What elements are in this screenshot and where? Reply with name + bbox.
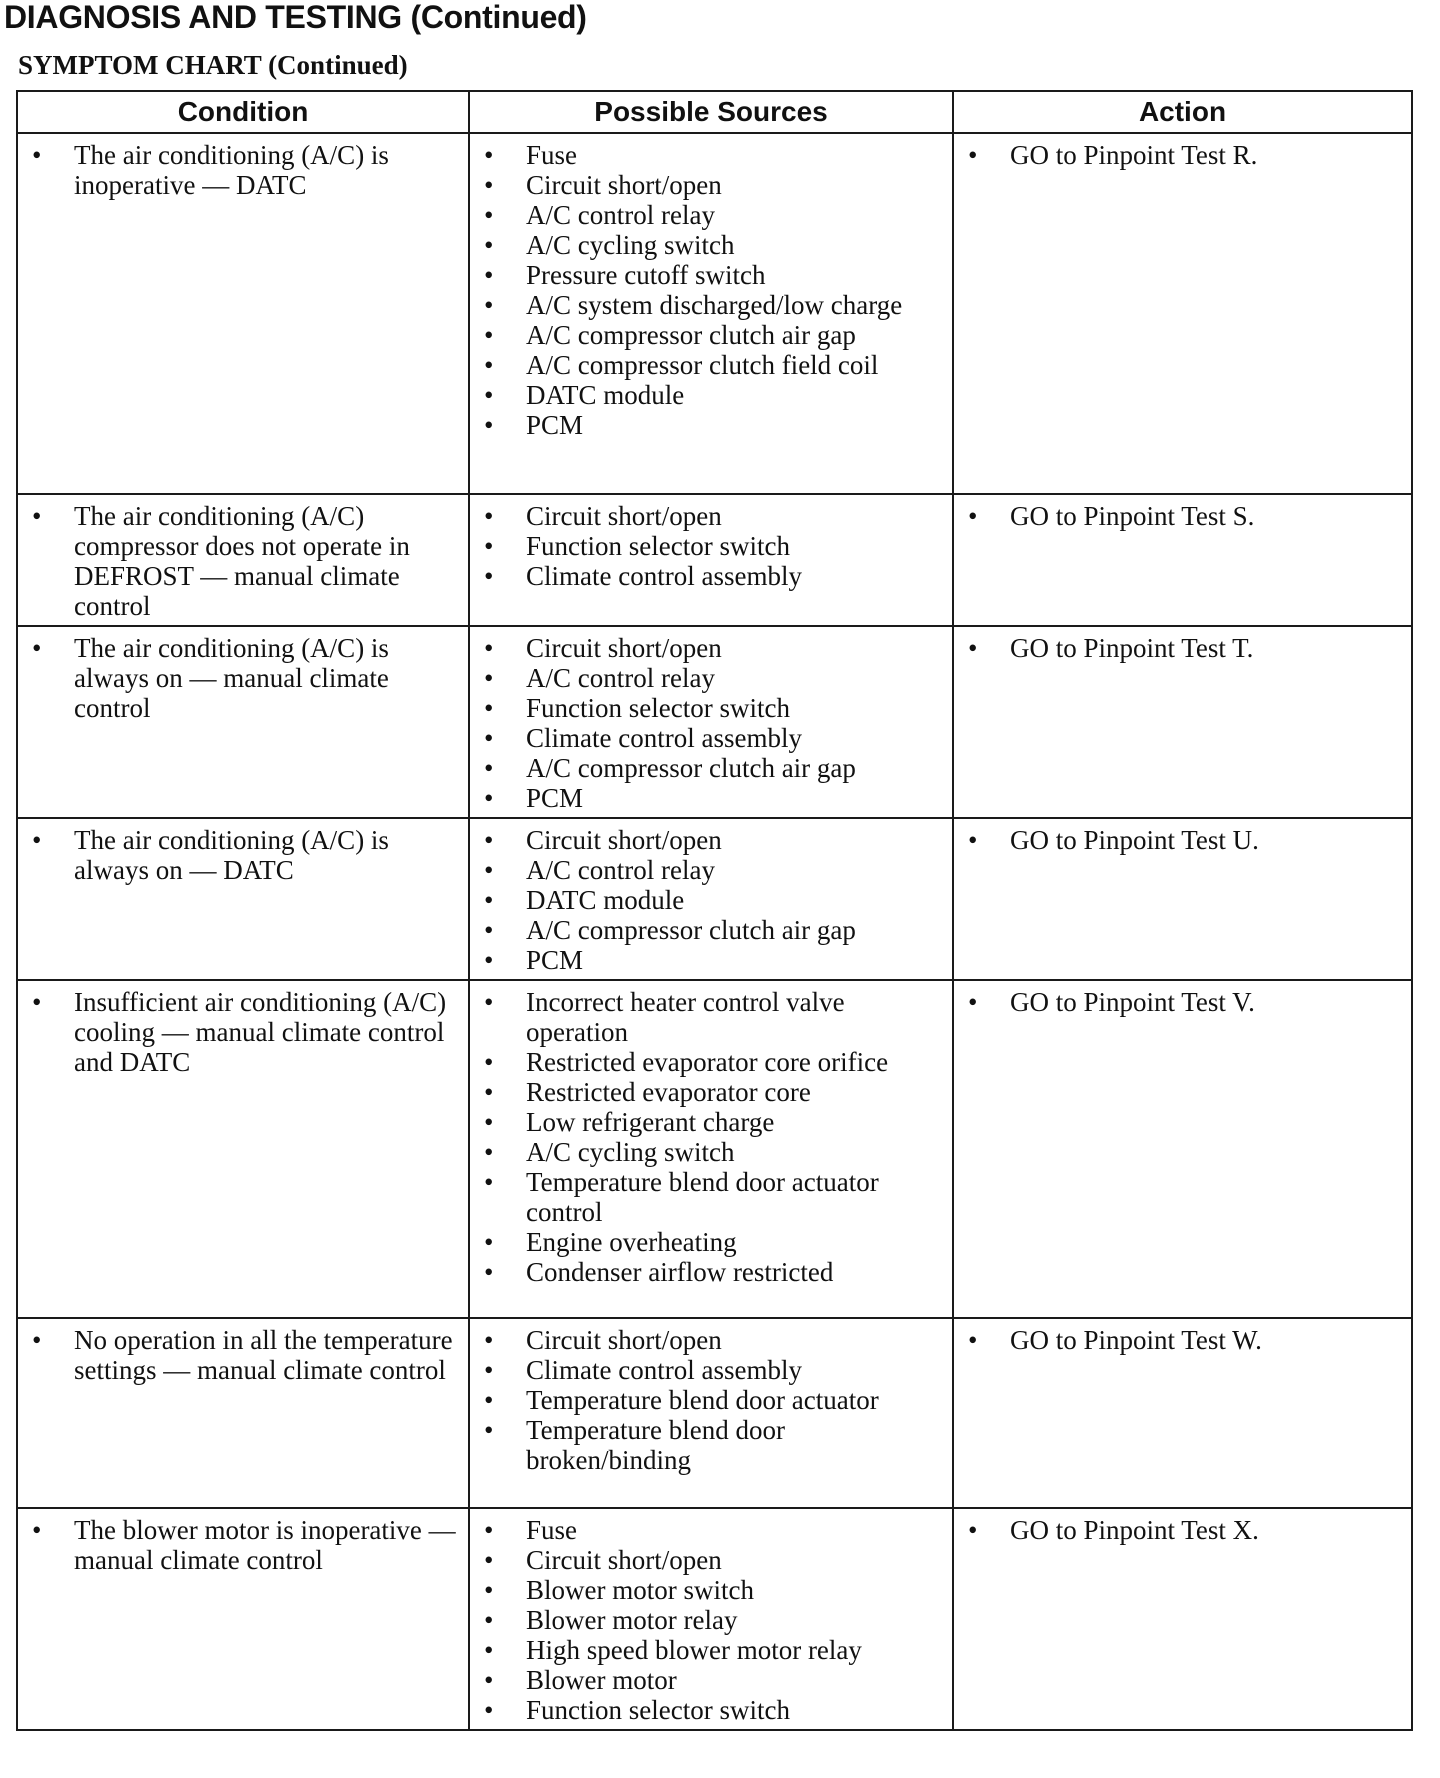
sources-cell xyxy=(469,980,953,1318)
sources-cell xyxy=(469,1318,953,1508)
condition-text: • The blower motor is inoperative — manual climate control xyxy=(28,1515,460,1575)
action-text: • GO to Pinpoint Test T. xyxy=(964,633,1403,663)
action-cell xyxy=(953,626,1412,818)
condition-cell xyxy=(17,980,469,1318)
action-text: • GO to Pinpoint Test R. xyxy=(964,140,1403,170)
source-item: • A/C control relay xyxy=(480,200,944,230)
source-item: • Function selector switch xyxy=(480,693,944,723)
source-item: • A/C system discharged/low charge xyxy=(480,290,944,320)
source-item: • Circuit short/open xyxy=(480,633,944,663)
source-item: • Fuse xyxy=(480,140,944,170)
source-item: • Climate control assembly xyxy=(480,723,944,753)
condition-text: • No operation in all the temperature settings — manual climate control xyxy=(28,1325,460,1385)
source-item: • Function selector switch xyxy=(480,1695,944,1725)
source-item: • DATC module xyxy=(480,380,944,410)
source-item: • Circuit short/open xyxy=(480,170,944,200)
action-text: • GO to Pinpoint Test X. xyxy=(964,1515,1403,1545)
condition-text: • The air conditioning (A/C) is always on — DATC xyxy=(28,825,460,885)
source-item: • A/C control relay xyxy=(480,855,944,885)
symptom-chart-table xyxy=(16,90,1413,1731)
source-item: • Pressure cutoff switch xyxy=(480,260,944,290)
condition-cell xyxy=(17,494,469,626)
action-cell xyxy=(953,133,1412,494)
condition-text: • The air conditioning (A/C) compressor does not operate in DEFROST — manual climate control xyxy=(28,501,460,621)
source-item: • Circuit short/open xyxy=(480,501,944,531)
source-item: • Blower motor xyxy=(480,1665,944,1695)
source-item: • Temperature blend door broken/binding xyxy=(480,1415,944,1475)
action-cell xyxy=(953,1318,1412,1508)
table-row xyxy=(17,980,1412,1318)
action-cell xyxy=(953,980,1412,1318)
source-item: • A/C compressor clutch air gap xyxy=(480,753,944,783)
table-header-row xyxy=(17,91,1412,133)
source-item: • A/C cycling switch xyxy=(480,1137,944,1167)
sources-cell xyxy=(469,494,953,626)
sources-cell xyxy=(469,133,953,494)
source-item: • A/C compressor clutch field coil xyxy=(480,350,944,380)
action-cell xyxy=(953,494,1412,626)
source-item: • Blower motor relay xyxy=(480,1605,944,1635)
source-item: • Low refrigerant charge xyxy=(480,1107,944,1137)
action-text: • GO to Pinpoint Test V. xyxy=(964,987,1403,1017)
source-item: • PCM xyxy=(480,783,944,813)
source-item: • Engine overheating xyxy=(480,1227,944,1257)
sources-cell xyxy=(469,818,953,980)
condition-cell xyxy=(17,1318,469,1508)
source-item: • Blower motor switch xyxy=(480,1575,944,1605)
condition-cell xyxy=(17,818,469,980)
source-item: • Circuit short/open xyxy=(480,1545,944,1575)
sources-cell xyxy=(469,626,953,818)
source-item: • Incorrect heater control valve operation xyxy=(480,987,944,1047)
condition-cell xyxy=(17,133,469,494)
table-row xyxy=(17,1508,1412,1730)
table-row xyxy=(17,626,1412,818)
column-header-possible-sources: Possible Sources xyxy=(469,91,953,133)
action-text: • GO to Pinpoint Test W. xyxy=(964,1325,1403,1355)
table-row xyxy=(17,494,1412,626)
source-item: • A/C compressor clutch air gap xyxy=(480,320,944,350)
source-item: • Temperature blend door actuator xyxy=(480,1385,944,1415)
source-item: • Fuse xyxy=(480,1515,944,1545)
source-item: • Condenser airflow restricted xyxy=(480,1257,944,1287)
condition-text: • The air conditioning (A/C) is always on — manual climate control xyxy=(28,633,460,723)
table-row xyxy=(17,1318,1412,1508)
source-item: • Restricted evaporator core xyxy=(480,1077,944,1107)
source-item: • Temperature blend door actuator control xyxy=(480,1167,944,1227)
action-cell xyxy=(953,818,1412,980)
symptom-chart-heading: SYMPTOM CHART (Continued) xyxy=(18,50,408,80)
sources-cell xyxy=(469,1508,953,1730)
condition-text: • The air conditioning (A/C) is inoperative — DATC xyxy=(28,140,460,200)
source-item: • Climate control assembly xyxy=(480,561,944,591)
condition-text: • Insufficient air conditioning (A/C) cooling — manual climate control and DATC xyxy=(28,987,460,1077)
condition-cell xyxy=(17,1508,469,1730)
source-item: • A/C compressor clutch air gap xyxy=(480,915,944,945)
condition-cell xyxy=(17,626,469,818)
source-item: • A/C control relay xyxy=(480,663,944,693)
table-row xyxy=(17,133,1412,494)
column-header-action: Action xyxy=(953,91,1412,133)
source-item: • Circuit short/open xyxy=(480,1325,944,1355)
source-item: • PCM xyxy=(480,410,944,440)
source-item: • PCM xyxy=(480,945,944,975)
source-item: • A/C cycling switch xyxy=(480,230,944,260)
column-header-condition: Condition xyxy=(17,91,469,133)
source-item: • DATC module xyxy=(480,885,944,915)
table-row xyxy=(17,818,1412,980)
source-item: • High speed blower motor relay xyxy=(480,1635,944,1665)
source-item: • Circuit short/open xyxy=(480,825,944,855)
action-cell xyxy=(953,1508,1412,1730)
action-text: • GO to Pinpoint Test U. xyxy=(964,825,1403,855)
source-item: • Climate control assembly xyxy=(480,1355,944,1385)
source-item: • Function selector switch xyxy=(480,531,944,561)
page-heading: DIAGNOSIS AND TESTING (Continued) xyxy=(4,0,587,35)
action-text: • GO to Pinpoint Test S. xyxy=(964,501,1403,531)
source-item: • Restricted evaporator core orifice xyxy=(480,1047,944,1077)
